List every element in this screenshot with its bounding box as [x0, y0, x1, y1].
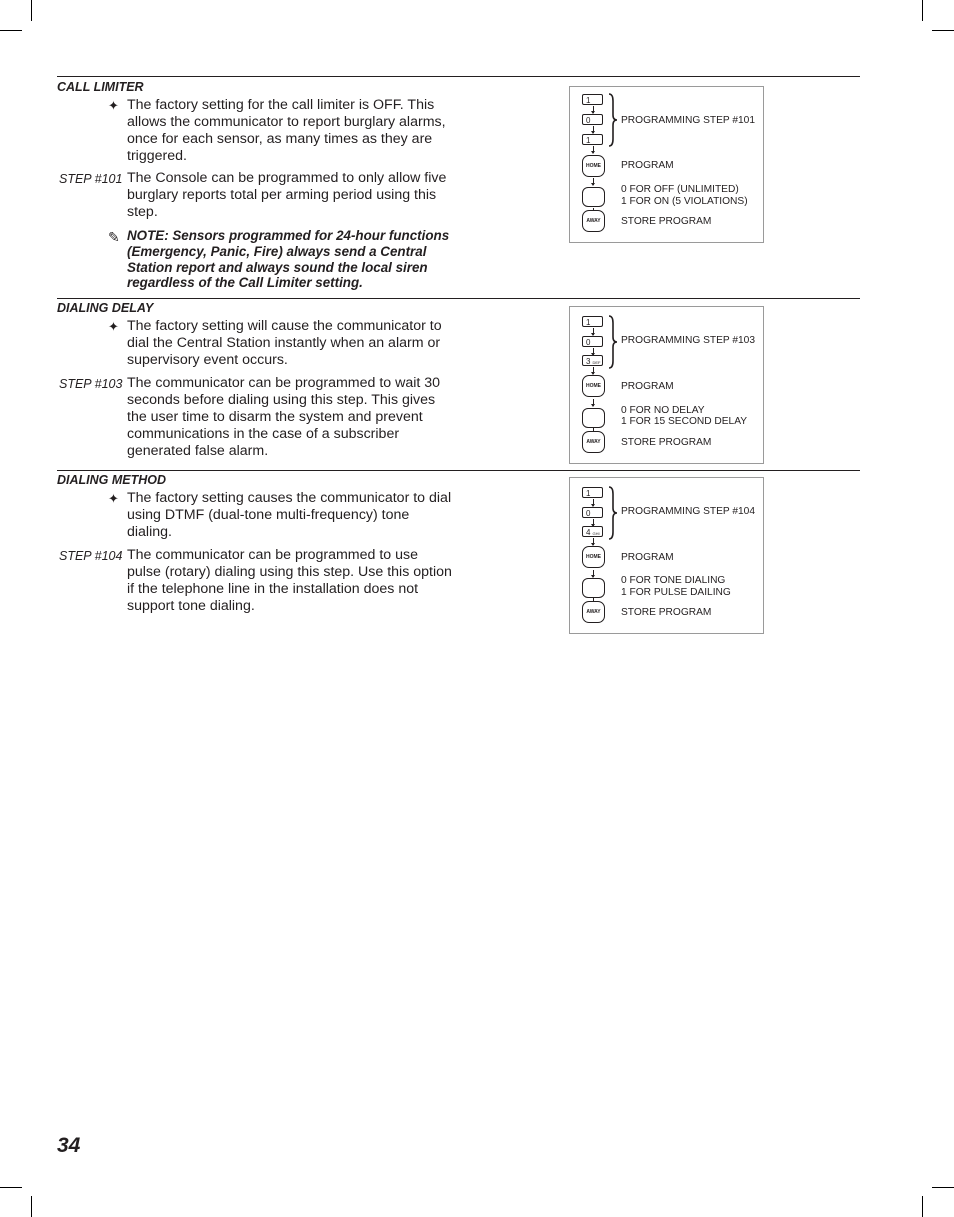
bullet-marker-icon: ✦: [108, 319, 119, 334]
away-key: AWAY: [582, 601, 605, 623]
step-text: The communicator can be programmed to use pulse (rotary) dialing using this step. Use this option if the telephone line in the installation does not support tone dialing.: [127, 547, 452, 614]
arrow-down-icon: [593, 367, 594, 374]
section-divider: [57, 470, 860, 471]
key-step-digit: 1: [582, 134, 603, 145]
program-label: PROGRAM: [621, 160, 674, 171]
program-label: PROGRAM: [621, 381, 674, 392]
crop-mark: [932, 1187, 954, 1188]
key-1: 1: [582, 316, 603, 327]
program-label: PROGRAM: [621, 552, 674, 563]
crop-mark: [932, 30, 954, 31]
away-key: AWAY: [582, 210, 605, 232]
crop-mark: [922, 0, 923, 21]
step-label: STEP #101: [59, 172, 123, 186]
brace-icon: [607, 315, 619, 369]
crop-mark: [922, 1196, 923, 1217]
arrow-down-icon: [593, 106, 594, 113]
store-program-label: STORE PROGRAM: [621, 216, 712, 227]
bullet-marker-icon: ✦: [108, 98, 119, 113]
key-1: 1: [582, 94, 603, 105]
page-number: 34: [57, 1134, 81, 1157]
programming-diagram: [569, 477, 764, 634]
arrow-down-icon: [593, 399, 594, 406]
bullet-text: The factory setting for the call limiter is OFF. This allows the communicator to report burglary alarms, once for each sensor, as many times as they are triggered.: [127, 97, 446, 164]
option-key: [582, 578, 605, 598]
option-key: [582, 408, 605, 428]
option-key: [582, 187, 605, 207]
arrow-down-icon: [593, 570, 594, 577]
store-program-label: STORE PROGRAM: [621, 437, 712, 448]
arrow-down-icon: [593, 328, 594, 335]
section-heading: CALL LIMITER: [57, 80, 144, 94]
option-0-label: 0 FOR OFF (UNLIMITED): [621, 184, 739, 195]
bullet-text: The factory setting causes the communicator to dial using DTMF (dual-tone multi-frequency) tone dialing.: [127, 490, 452, 540]
key-0: 0: [582, 507, 603, 518]
home-key: HOME: [582, 155, 605, 177]
arrow-down-icon: [593, 126, 594, 133]
key-0: 0: [582, 114, 603, 125]
step-caption: PROGRAMMING STEP #103: [621, 335, 755, 346]
store-program-label: STORE PROGRAM: [621, 607, 712, 618]
step-text: The communicator can be programmed to wait 30 seconds before dialing using this step. This gives the user time to disarm the system and prevent communications in the case of a subscriber generated false alarm.: [127, 375, 441, 459]
arrow-down-icon: [593, 178, 594, 185]
option-1-label: 1 FOR 15 SECOND DELAY: [621, 416, 748, 427]
option-1-label: 1 FOR ON (5 VIOLATIONS): [621, 196, 748, 207]
option-1-label: 1 FOR PULSE DAILING: [621, 587, 731, 598]
arrow-down-icon: [593, 519, 594, 526]
programming-diagram: [569, 86, 764, 243]
step-text: The Console can be programmed to only allow five burglary reports total per arming period using this step.: [127, 170, 447, 220]
section-heading: DIALING METHOD: [57, 473, 167, 487]
option-0-label: 0 FOR NO DELAY: [621, 405, 705, 416]
key-1: 1: [582, 487, 603, 498]
step-caption: PROGRAMMING STEP #104: [621, 506, 755, 517]
step-caption: PROGRAMMING STEP #101: [621, 115, 755, 126]
brace-icon: [607, 93, 619, 147]
brace-icon: [607, 486, 619, 540]
key-step-digit: 4 GHI: [582, 526, 603, 537]
key-step-digit: 3 DEF: [582, 355, 603, 366]
bullet-marker-icon: ✦: [108, 491, 119, 506]
bullet-text: The factory setting will cause the communicator to dial the Central Station instantly when an alarm or supervisory event occurs.: [127, 318, 442, 368]
programming-diagram: [569, 306, 764, 464]
home-key: HOME: [582, 375, 605, 397]
arrow-down-icon: [593, 348, 594, 355]
section-heading: DIALING DELAY: [57, 301, 154, 315]
step-label: STEP #103: [59, 377, 123, 391]
crop-mark: [0, 30, 22, 31]
key-0: 0: [582, 336, 603, 347]
crop-mark: [31, 1196, 32, 1217]
arrow-down-icon: [593, 538, 594, 545]
away-key: AWAY: [582, 431, 605, 453]
option-0-label: 0 FOR TONE DIALING: [621, 575, 726, 586]
arrow-down-icon: [593, 499, 594, 506]
section-divider: [57, 298, 860, 299]
arrow-down-icon: [593, 146, 594, 153]
home-key: HOME: [582, 546, 605, 568]
crop-mark: [0, 1187, 22, 1188]
crop-mark: [31, 0, 32, 21]
section-divider: [57, 76, 860, 77]
note-text: NOTE: Sensors programmed for 24-hour functions (Emergency, Panic, Fire) always send a Central Station report and always sound the local siren regardless of the Call Limiter setting.: [127, 228, 450, 291]
step-label: STEP #104: [59, 549, 123, 563]
note-pencil-icon: ✎: [108, 229, 120, 245]
